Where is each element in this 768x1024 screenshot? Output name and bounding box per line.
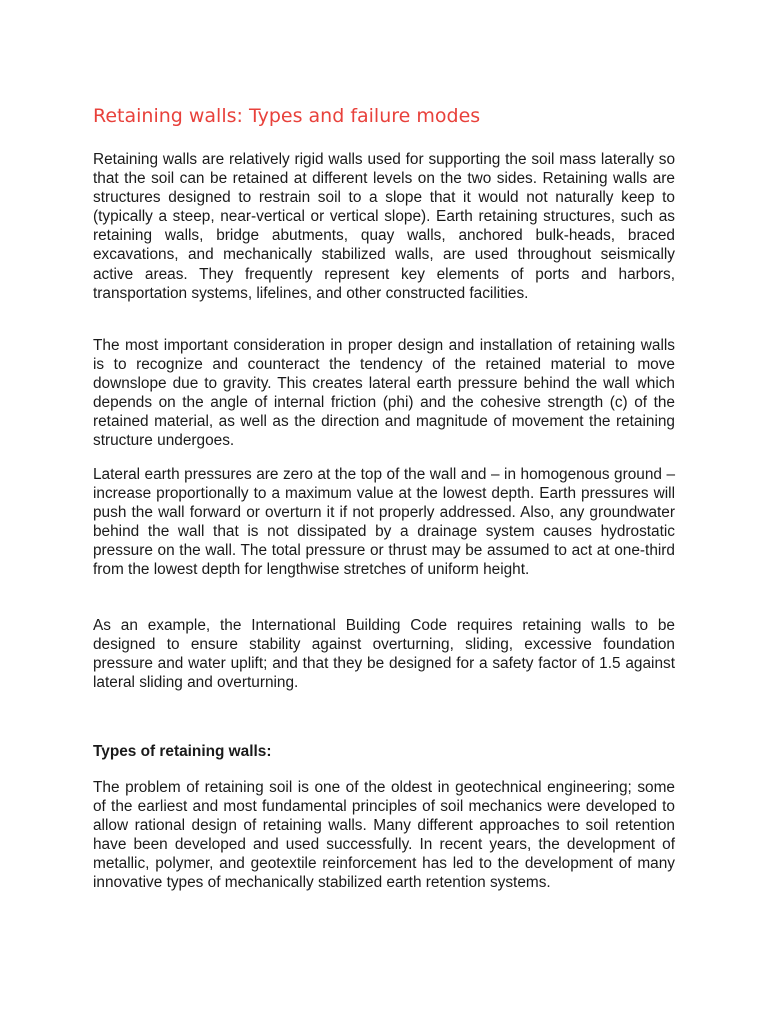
paragraph-lateral-earth-pressure: Lateral earth pressures are zero at the top of the wall and – in homogenous ground – increase proportionally to a maximum value at the lowest depth. Earth pressures will push the wall forward or overturn it if not properly addressed. Also, any groundwater behind the wall that is not dissipated by a drainage system causes hydrostatic pressure on the wall. The total pressure or thrust may be assumed to act at one-third from the lowest depth for lengthwise stretches of uniform height. [93, 466, 675, 579]
paragraph-definition: Retaining walls are relatively rigid walls used for supporting the soil mass laterally so that the soil can be retained at different levels on the two sides. Retaining walls are structures designed to restrain soil to a slope that it would not naturally keep to (typically a steep, near-vertical or vertical slope). Earth retaining structures, such as retaining walls, bridge abutments, quay walls, anchored bulk-heads, braced excavations, and mechanically stabilized walls, are used throughout seismically active areas. They frequently represent key elements of ports and harbors, transportation systems, lifelines, and other constructed facilities. [93, 151, 675, 302]
section-heading-types: Types of retaining walls: [93, 743, 272, 760]
paragraph-building-code: As an example, the International Building Code requires retaining walls to be designed to ensure stability against overturning, sliding, excessive foundation pressure and water uplift; and that they be designed for a safety factor of 1.5 against lateral sliding and overturning. [93, 617, 675, 692]
paragraph-design-consideration: The most important consideration in proper design and installation of retaining walls is to recognize and counteract the tendency of the retained material to move downslope due to gravity. This creates lateral earth pressure behind the wall which depends on the angle of internal friction (phi) and the cohesive strength (c) of the retained material, as well as the direction and magnitude of movement the retaining structure undergoes. [93, 337, 675, 450]
paragraph-types-intro: The problem of retaining soil is one of the oldest in geotechnical engineering; some of the earliest and most fundamental principles of soil mechanics were developed to allow rational design of retaining walls. Many different approaches to soil retention have been developed and used successfully. In recent years, the development of metallic, polymer, and geotextile reinforcement has led to the development of many innovative types of mechanically stabilized earth retention systems. [93, 779, 675, 892]
document-title: Retaining walls: Types and failure modes [93, 105, 481, 127]
